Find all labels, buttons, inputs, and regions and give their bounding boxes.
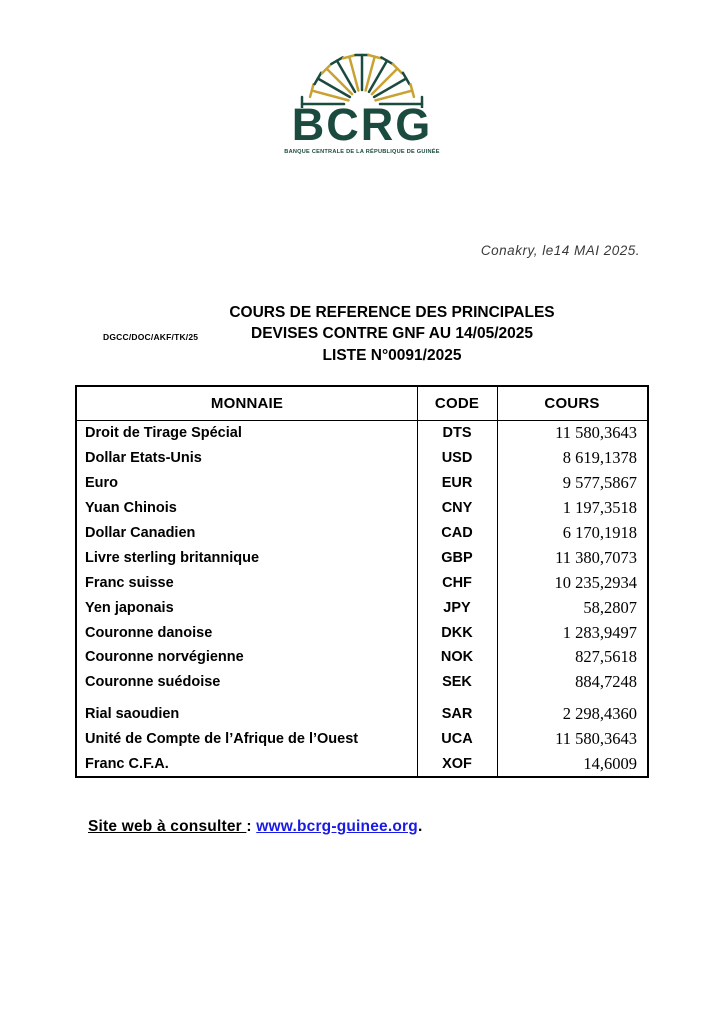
table-row [77,521,647,546]
dateline: Conakry, le14 MAI 2025. [480,243,640,258]
bcrg-wordmark: BCRG [291,99,433,150]
reference-code: DGCC/DOC/AKF/TK/25 [103,332,199,342]
monnaie-cell: Dollar Canadien [85,525,196,541]
cours-cell: 11 380,7073 [555,547,637,567]
monnaie-cell: Dollar Etats-Unis [85,450,202,467]
cours-cell: 11 580,3643 [555,423,637,443]
table-row [77,471,647,496]
code-cell: XOF [442,756,472,773]
code-cell: EUR [441,475,473,492]
code-cell: SEK [442,674,472,691]
table-row [77,446,647,471]
website-link[interactable]: www.bcrg-guinee.org [256,818,418,835]
table-row [77,670,647,695]
table-row [77,727,647,752]
table-row [77,421,647,446]
monnaie-cell: Euro [85,475,119,492]
footer-website-line [88,818,422,836]
cours-cell: 1 283,9497 [562,622,637,642]
title-line-1: COURS DE REFERENCE DES PRINCIPALES [229,304,555,321]
bcrg-logo [0,44,724,155]
bcrg-subtitle: BANQUE CENTRALE DE LA RÉPUBLIQUE DE GUINÉE [284,149,440,155]
footer-period: . [417,818,423,835]
cours-cell: 58,2807 [583,597,637,617]
monnaie-cell: Livre sterling britannique [85,549,260,566]
title-line-3: LISTE N°0091/2025 [322,346,462,364]
monnaie-cell: Franc suisse [85,574,174,591]
code-cell: USD [441,450,473,467]
code-cell: DTS [442,425,472,442]
table-row [77,570,647,595]
cours-cell: 884,7248 [575,672,637,692]
document-title [190,302,594,366]
monnaie-cell: Rial saoudien [85,706,180,723]
table-row [77,702,647,727]
monnaie-cell: Couronne norvégienne [85,649,244,666]
title-line-2: DEVISES CONTRE GNF AU 14/05/2025 [251,325,533,343]
monnaie-cell: Couronne suédoise [85,674,221,691]
cours-cell: 8 619,1378 [562,448,637,468]
code-cell: SAR [441,706,473,723]
cours-cell: 10 235,2934 [554,572,637,592]
table-header-row [77,387,647,421]
cours-cell: 2 298,4360 [562,704,637,724]
table-row [77,496,647,521]
code-cell: UCA [441,731,473,748]
code-cell: GBP [441,549,473,566]
table-row [77,620,647,645]
footer-separator: : [246,818,257,835]
monnaie-cell: Franc C.F.A. [85,756,169,773]
code-cell: CAD [441,525,473,541]
code-cell: CHF [442,574,472,591]
monnaie-cell: Unité de Compte de l’Afrique de l’Ouest [85,731,359,748]
monnaie-cell: Couronne danoise [85,624,213,641]
monnaie-cell: Droit de Tirage Spécial [85,425,242,442]
column-divider [497,387,498,776]
column-divider [417,387,418,776]
header-cours: COURS [544,395,600,412]
code-cell: CNY [441,500,473,517]
table-row [77,645,647,670]
header-monnaie: MONNAIE [210,395,284,412]
cours-cell: 1 197,3518 [562,498,637,518]
footer-label: Site web à consulter [88,818,247,835]
cours-cell: 6 170,1918 [562,523,637,542]
table-row [77,752,647,777]
monnaie-cell: Yuan Chinois [85,500,177,517]
header-code: CODE [434,395,480,412]
code-cell: JPY [443,599,471,616]
code-cell: DKK [441,624,473,641]
cours-cell: 827,5618 [575,647,637,667]
cours-cell: 14,6009 [583,754,637,774]
cours-cell: 9 577,5867 [562,473,637,493]
code-cell: NOK [440,649,474,666]
table-row [77,545,647,570]
rates-table [75,385,649,778]
monnaie-cell: Yen japonais [85,599,174,616]
table-body [77,421,647,776]
cours-cell: 11 580,3643 [555,729,637,749]
table-row [77,595,647,620]
